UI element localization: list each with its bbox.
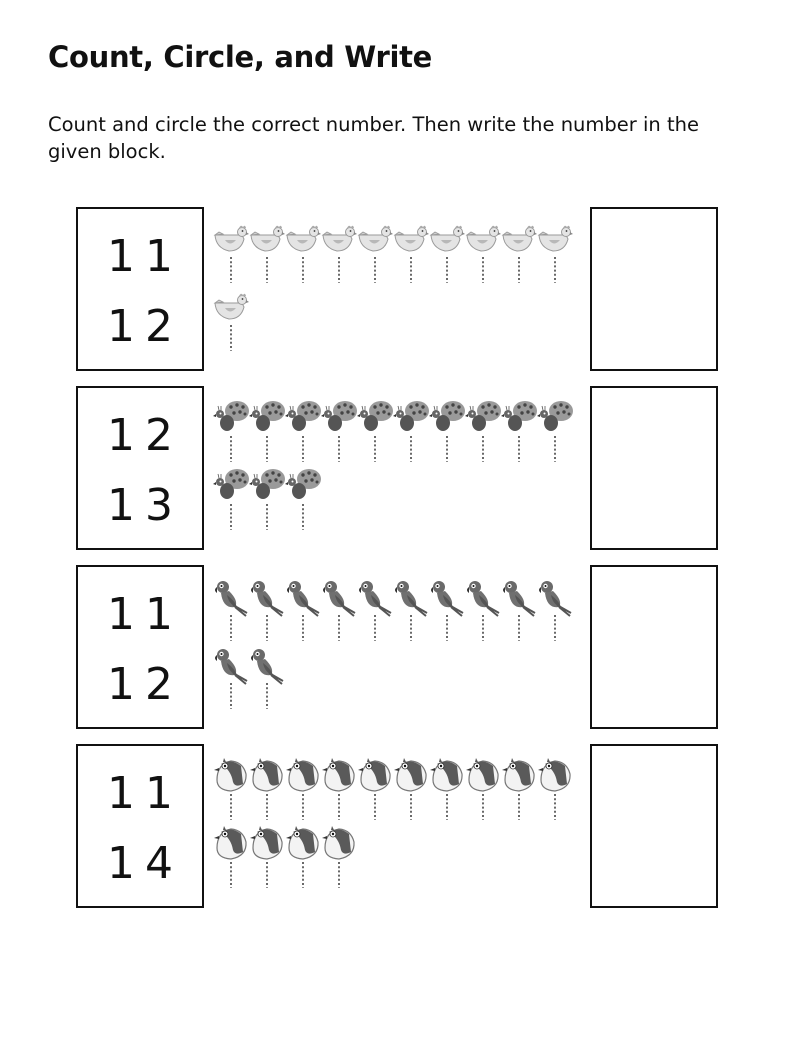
number-choice[interactable]: 12: [107, 659, 183, 710]
peacock-icon: [213, 400, 249, 464]
number-choice[interactable]: 11: [107, 768, 183, 819]
parrot-icon: [321, 579, 357, 643]
counting-row: [76, 207, 718, 371]
peacock-icon: [429, 400, 465, 464]
answer-box[interactable]: [590, 207, 718, 371]
chicken-icon: [537, 221, 573, 285]
answer-box[interactable]: [590, 565, 718, 729]
peacock-icon: [321, 400, 357, 464]
number-choices-box: [76, 744, 204, 908]
parrot-icon: [249, 647, 285, 711]
bird-group: [213, 758, 583, 898]
number-choice[interactable]: 11: [107, 231, 183, 282]
peacock-icon: [285, 400, 321, 464]
penguin-icon: [357, 758, 393, 822]
penguin-icon: [249, 758, 285, 822]
number-choice[interactable]: 11: [107, 589, 183, 640]
parrot-icon: [357, 579, 393, 643]
peacock-icon: [249, 468, 285, 532]
counting-row: [76, 565, 718, 729]
parrot-icon: [213, 579, 249, 643]
peacock-icon: [357, 400, 393, 464]
number-choice[interactable]: 12: [107, 410, 183, 461]
parrot-icon: [213, 647, 249, 711]
parrot-icon: [285, 579, 321, 643]
number-choices-box: [76, 386, 204, 550]
parrot-icon: [537, 579, 573, 643]
bird-group: [213, 221, 583, 361]
number-choices-box: [76, 207, 204, 371]
penguin-icon: [213, 826, 249, 890]
answer-box[interactable]: [590, 386, 718, 550]
chicken-icon: [213, 221, 249, 285]
chicken-icon: [429, 221, 465, 285]
peacock-icon: [249, 400, 285, 464]
peacock-icon: [213, 468, 249, 532]
penguin-icon: [249, 826, 285, 890]
chicken-icon: [213, 289, 249, 353]
penguin-icon: [393, 758, 429, 822]
answer-box[interactable]: [590, 744, 718, 908]
penguin-icon: [321, 826, 357, 890]
counting-row: [76, 386, 718, 550]
peacock-icon: [537, 400, 573, 464]
penguin-icon: [285, 826, 321, 890]
peacock-icon: [393, 400, 429, 464]
parrot-icon: [393, 579, 429, 643]
chicken-icon: [321, 221, 357, 285]
chicken-icon: [465, 221, 501, 285]
parrot-icon: [429, 579, 465, 643]
penguin-icon: [537, 758, 573, 822]
penguin-icon: [213, 758, 249, 822]
counting-row: [76, 744, 718, 908]
penguin-icon: [429, 758, 465, 822]
parrot-icon: [501, 579, 537, 643]
parrot-icon: [249, 579, 285, 643]
number-choice[interactable]: 14: [107, 838, 183, 889]
bird-group: [213, 400, 583, 540]
peacock-icon: [501, 400, 537, 464]
peacock-icon: [465, 400, 501, 464]
worksheet-instructions: Count and circle the correct number. Then write the number in the given block.: [48, 113, 699, 163]
penguin-icon: [465, 758, 501, 822]
bird-group: [213, 579, 583, 719]
worksheet-title: Count, Circle, and Write: [48, 40, 433, 74]
penguin-icon: [285, 758, 321, 822]
parrot-icon: [465, 579, 501, 643]
number-choice[interactable]: 12: [107, 301, 183, 352]
penguin-icon: [501, 758, 537, 822]
peacock-icon: [285, 468, 321, 532]
chicken-icon: [285, 221, 321, 285]
chicken-icon: [249, 221, 285, 285]
number-choices-box: [76, 565, 204, 729]
number-choice[interactable]: 13: [107, 480, 183, 531]
penguin-icon: [321, 758, 357, 822]
chicken-icon: [393, 221, 429, 285]
chicken-icon: [501, 221, 537, 285]
chicken-icon: [357, 221, 393, 285]
